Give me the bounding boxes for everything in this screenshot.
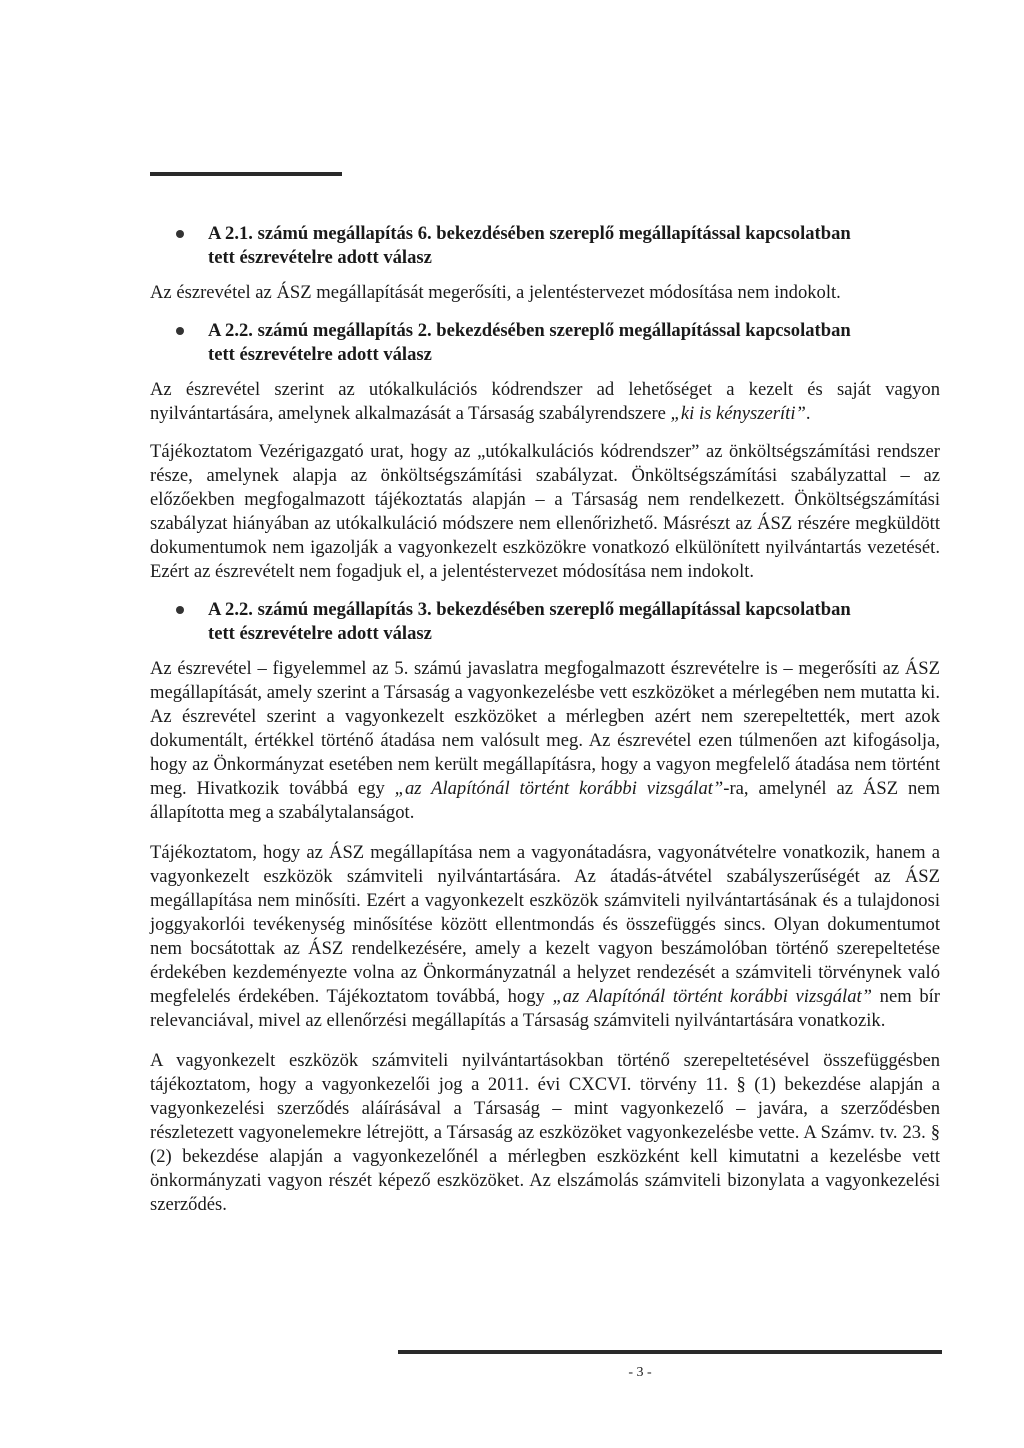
bullet-icon [176,230,184,238]
paragraph: Az észrevétel – figyelemmel az 5. számú javaslatra megfogalmazott észrevételre is – megerősíti az ÁSZ megállapítását, amely szerint a Társaság a vagyonkezelésbe vett eszközöket a mérlegében nem mutatta ki. Az észrevétel szerint a vagyonkezelt eszközöket a mérlegben azért nem szerepeltették, mert azok dokumentált, értékkel történő átadása nem valósult meg. Az észrevétel ezen túlmenően azt kifogásolja, hogy az Önkormányzat esetében nem került megállapításra, hogy a vagyon megfelelő átadása nem történt meg. Hivatkozik továbbá egy „az Alapítónál történt korábbi vizsgálat”-ra, amelynél az ÁSZ nem állapította meg a szabálytalanságot. [150,658,940,823]
heading-line-1: A 2.2. számú megállapítás 3. bekezdésében szereplő megállapítással kapcsolatban [208,599,851,620]
heading-line-2: tett észrevételre adott válasz [208,344,432,365]
section-heading-2-1-6 [150,222,940,270]
section-heading-2-2-3 [150,598,940,646]
paragraph: Tájékoztatom Vezérigazgató urat, hogy az „utókalkulációs kódrendszer” az önköltségszámítási rendszer része, amelynek alapja az önköltségszámítási szabályzat. Önköltségszámítási szabályzattal – az előzőekben megfogalmazott tájékoztatás alapján – a Társaság nem rendelkezett. Önköltségszámítási szabályzat hiányában az utókalkuláció módszere nem ellenőrizhető. Másrészt az ÁSZ részére megküldött dokumentumok nem igazolják a vagyonkezelt eszközökre vonatkozó elkülönített nyilvántartás vezetését. Ezért az észrevételt nem fogadjuk el, a jelentéstervezet módosítása nem indokolt. [150,441,940,582]
bullet-icon [176,606,184,614]
heading-line-1: A 2.1. számú megállapítás 6. bekezdésében szereplő megállapítással kapcsolatban [208,223,851,244]
bullet-icon [176,327,184,335]
footer-rule [398,1350,942,1354]
heading-line-2: tett észrevételre adott válasz [208,623,432,644]
page-number: - 3 - [628,1365,652,1380]
section-heading-2-2-2 [150,319,940,367]
paragraph: Az észrevétel szerint az utókalkulációs kódrendszer ad lehetőséget a kezelt és saját vagyon nyilvántartására, amelynek alkalmazását a Társaság szabályrendszere „ki is kényszeríti”. [150,379,940,424]
heading-line-1: A 2.2. számú megállapítás 2. bekezdésében szereplő megállapítással kapcsolatban [208,320,851,341]
paragraph: A vagyonkezelt eszközök számviteli nyilvántartásokban történő szerepeltetésével összefüggésben tájékoztatom, hogy a vagyonkezelői jog a 2011. évi CXCVI. törvény 11. § (1) bekezdése alapján a vagyonkezelési szerződés aláírásával a Társaság – mint vagyonkezelő – javára, a szerződésben részletezett vagyonelemekre létrejött, a Társaság az eszközöket vagyonkezelésbe vette. A Számv. tv. 23. § (2) bekezdése alapján a vagyonkezelőnél a mérlegben eszközként kell kimutatni a kezelésbe vett önkormányzati vagyon részét képező eszközöket. Az elszámolás számviteli bizonylata a vagyonkezelési szerződés. [150,1050,940,1215]
header-rule [150,172,342,176]
paragraph: Az észrevétel az ÁSZ megállapítását megerősíti, a jelentéstervezet módosítása nem indokolt. [150,282,841,303]
heading-line-2: tett észrevételre adott válasz [208,247,432,268]
paragraph: Tájékoztatom, hogy az ÁSZ megállapítása nem a vagyonátadásra, vagyonátvételre vonatkozik, hanem a vagyonkezelt eszközök számviteli nyilvántartására. Az átadás-átvétel szabályszerűségét az ÁSZ megállapítása nem minősíti. Ezért a vagyonkezelt eszközök számviteli nyilvántartásának és a tulajdonosi joggyakorlói tevékenység minősítése között ellentmondás és összefüggés sincs. Olyan dokumentumot nem bocsátottak az ÁSZ rendelkezésére, amely a kezelt vagyon beszámolóban történő szerepeltetése érdekében kezdeményezte volna az Önkormányzatnál a helyzet rendezését a számviteli törvénynek való megfelelés érdekében. Tájékoztatom továbbá, hogy „az Alapítónál történt korábbi vizsgálat” nem bír relevanciával, mivel az ellenőrzési megállapítás a Társaság számviteli nyilvántartására vonatkozik. [150,842,940,1031]
document-body [150,222,940,1217]
